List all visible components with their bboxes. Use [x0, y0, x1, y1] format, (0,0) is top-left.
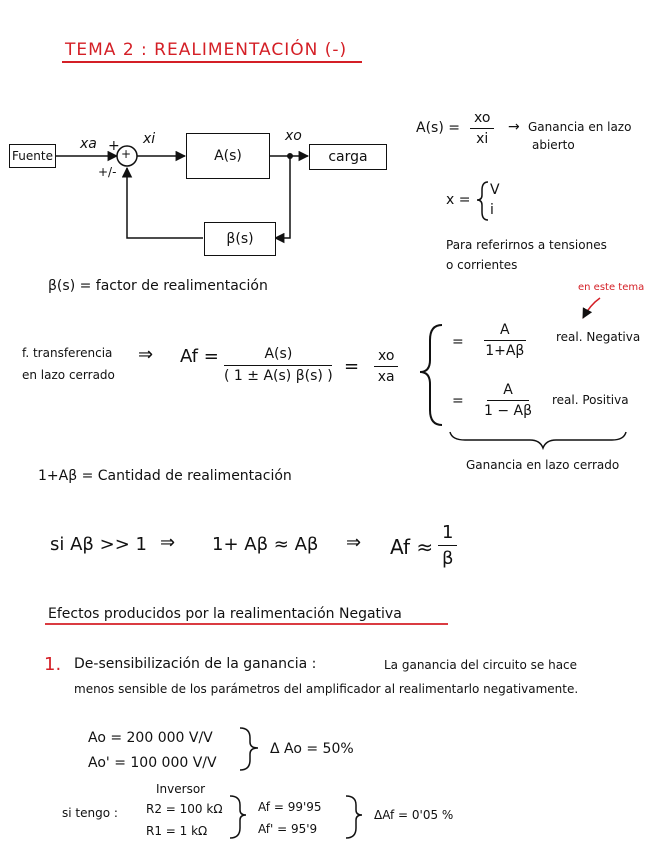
page-title: TEMA 2 : REALIMENTACIÓN (-): [65, 40, 348, 60]
xi-label: xi: [143, 131, 156, 147]
effects-heading: Efectos producidos por la realimentación Negativa: [48, 606, 402, 622]
As-denominator: xi: [476, 131, 489, 147]
approx-implies-2: ⇒: [346, 532, 362, 553]
item1-title: De-sensibilización de la ganancia :: [74, 656, 317, 672]
gain-open-line2: abierto: [532, 138, 575, 152]
pos-denominator: 1 − Aβ: [484, 403, 533, 419]
approx-af: Af ≈: [390, 535, 434, 559]
x-eq: x =: [446, 192, 471, 208]
gain-open-line1: Ganancia en lazo: [528, 120, 632, 134]
approx-implies-1: ⇒: [160, 532, 176, 553]
feedback-sign: +/-: [98, 165, 117, 179]
As-lhs: A(s) =: [416, 120, 460, 136]
Af-numerator: A(s): [224, 346, 332, 366]
r1-value: R1 = 1 kΩ: [146, 824, 208, 838]
transfer-label-line2: en lazo cerrado: [22, 368, 115, 382]
arrow-symbol: →: [508, 119, 520, 135]
x-i: i: [490, 202, 494, 218]
beta-block-label: β(s): [226, 231, 254, 247]
neg-equals: =: [452, 334, 464, 350]
fuente-block: [9, 144, 56, 168]
Af-denominator: ( 1 ± A(s) β(s) ): [224, 368, 333, 384]
A-block: [186, 133, 270, 179]
gain-closed-label: Ganancia en lazo cerrado: [466, 458, 620, 472]
Af-fraction: [224, 346, 333, 384]
en-este-tema-note: en este tema: [578, 282, 645, 293]
implies-symbol: ⇒: [138, 344, 154, 365]
cantidad-realimentacion: 1+Aβ = Cantidad de realimentación: [38, 468, 292, 484]
para-line1: Para referirnos a tensiones: [446, 238, 607, 252]
approx-numerator: 1: [438, 522, 457, 546]
delta-af: ΔAf = 0'05 %: [374, 808, 454, 822]
xo-xa-numerator: xo: [374, 348, 398, 367]
approx-middle: 1+ Aβ ≈ Aβ: [212, 534, 319, 555]
carga-block: [309, 144, 387, 170]
As-fraction: [470, 110, 494, 147]
transfer-label-line1: f. transferencia: [22, 346, 113, 360]
xo-xa-fraction: [374, 348, 398, 385]
approx-denominator: β: [441, 548, 454, 569]
af-value: Af = 99'95: [258, 800, 322, 814]
x-v: V: [490, 182, 500, 198]
ao-value: Ao = 200 000 V/V: [88, 730, 213, 746]
As-numerator: xo: [470, 110, 494, 129]
pos-numerator: A: [487, 382, 529, 401]
af-prime-value: Af' = 95'9: [258, 822, 318, 836]
pos-equals: =: [452, 393, 464, 409]
item1-text-line1: La ganancia del circuito se hace: [384, 658, 578, 672]
transfer-equals: =: [344, 356, 360, 377]
neg-denominator: 1+Aβ: [485, 343, 525, 359]
beta-definition: β(s) = factor de realimentación: [48, 278, 268, 294]
ao-prime-value: Ao' = 100 000 V/V: [88, 755, 217, 771]
carga-label: carga: [328, 149, 368, 165]
real-positiva-label: real. Positiva: [552, 393, 629, 407]
para-line2: o corrientes: [446, 258, 518, 272]
A-block-label: A(s): [214, 148, 242, 164]
xa-label: xa: [80, 136, 97, 152]
delta-ao: Δ Ao = 50%: [270, 741, 354, 757]
xo-label: xo: [285, 128, 302, 144]
neg-numerator: A: [484, 322, 526, 341]
fuente-label: Fuente: [12, 149, 53, 163]
sum-node-symbol: +: [121, 147, 132, 161]
neg-fraction: [484, 322, 526, 359]
r2-value: R2 = 100 kΩ: [146, 802, 223, 816]
beta-block: [204, 222, 276, 256]
approx-fraction: [438, 522, 457, 569]
item1-text-line2: menos sensible de los parámetros del amplificador al realimentarlo negativamente.: [74, 682, 579, 696]
item1-number: 1.: [44, 654, 62, 675]
sum-plus-sign: +: [108, 138, 120, 154]
si-tengo-label: si tengo :: [62, 806, 118, 820]
pos-fraction: [484, 382, 532, 419]
real-negativa-label: real. Negativa: [556, 330, 641, 344]
Af-lhs: Af =: [180, 346, 219, 367]
xo-xa-denominator: xa: [377, 369, 395, 385]
inversor-label: Inversor: [156, 782, 206, 796]
approx-condition: si Aβ >> 1: [50, 534, 147, 555]
